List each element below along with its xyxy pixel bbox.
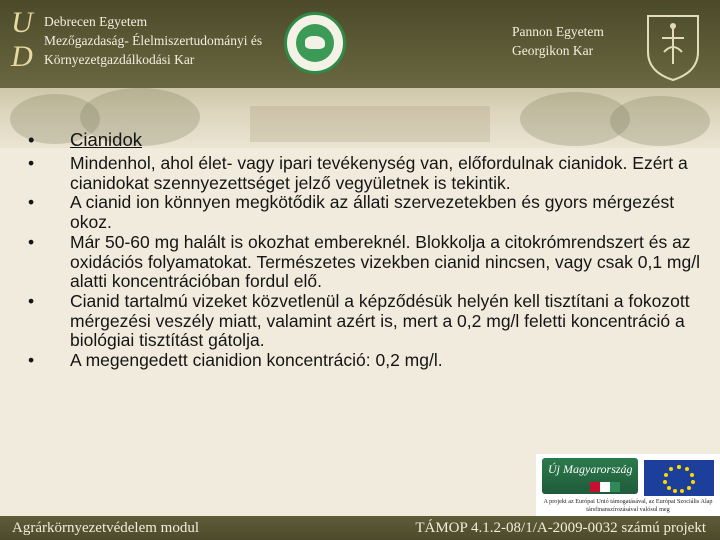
right-institution-line: Georgikon Kar — [512, 43, 594, 58]
right-institution-line: Pannon Egyetem — [512, 24, 604, 39]
bullet-item — [28, 351, 700, 371]
bullet-icon: • — [28, 129, 35, 150]
footer-bar — [0, 516, 720, 540]
hungarian-flag-stripe — [590, 482, 620, 492]
university-logo: U D — [11, 6, 33, 73]
bullet-text: Már 50-60 mg halált is okozhat embereknél. Blokkolja a citokrómrendszert és az oxidációs folyamatokat. Természetes vizekben cianid nincsen, vagy csak 0,1 mg/l alatti koncentrációban fordul elő. — [70, 231, 700, 292]
funding-note: A projekt az Európai Unió támogatásával, az Európai Szociális Alap társfinanszírozásával valósul meg — [543, 498, 713, 513]
bullet-item — [28, 193, 700, 232]
slide-body — [28, 130, 700, 371]
bullet-text: A megengedett cianidion koncentráció: 0,2 mg/l. — [70, 350, 443, 371]
left-institution-name — [44, 12, 276, 69]
bullet-icon: • — [28, 350, 35, 371]
slide-heading: Cianidok — [70, 129, 142, 150]
bullet-icon: • — [28, 290, 35, 311]
university-crest-logo — [644, 12, 702, 82]
left-institution-line: Debrecen Egyetem — [44, 14, 148, 29]
bullet-item — [28, 154, 700, 193]
bullet-item — [28, 233, 700, 292]
bullet-icon: • — [28, 153, 35, 173]
faculty-seal-logo — [284, 12, 346, 74]
eu-flag-icon — [644, 460, 714, 496]
right-institution-name — [512, 22, 632, 60]
footer-module-title: Agrárkörnyezetvédelem modul — [12, 520, 200, 536]
bullet-text: Cianid tartalmú vizeket közvetlenül a képződésük helyén kell tisztítani a fokozott mérgezési veszély miatt, valamint azért is, mert a 0,2 mg/l feletti koncentráció a biológiai tisztítást gátolja. — [70, 290, 690, 351]
bullet-icon: • — [28, 192, 35, 213]
bullet-text: A cianid ion könnyen megkötődik az állati szervezetekben és gyors mérgezést okoz. — [70, 192, 675, 233]
uj-magyarorszag-logo-text: Új Magyarország — [548, 462, 633, 476]
heading-item — [28, 130, 700, 150]
bullet-icon: • — [28, 231, 35, 252]
footer-project-code: TÁMOP 4.1.2-08/1/A-2009-0032 számú projekt — [415, 520, 706, 536]
left-institution-line: Környezetgazdálkodási Kar — [44, 52, 195, 67]
left-institution-line: Mezőgazdaság- Élelmiszertudományi és — [44, 33, 263, 48]
bullet-item — [28, 292, 700, 351]
bullet-text: Mindenhol, ahol élet- vagy ipari tevékenység van, előfordulnak cianidok. Ezért a cianidokat szennyezettséget jelző vegyületnek is tekintik. — [70, 153, 688, 193]
